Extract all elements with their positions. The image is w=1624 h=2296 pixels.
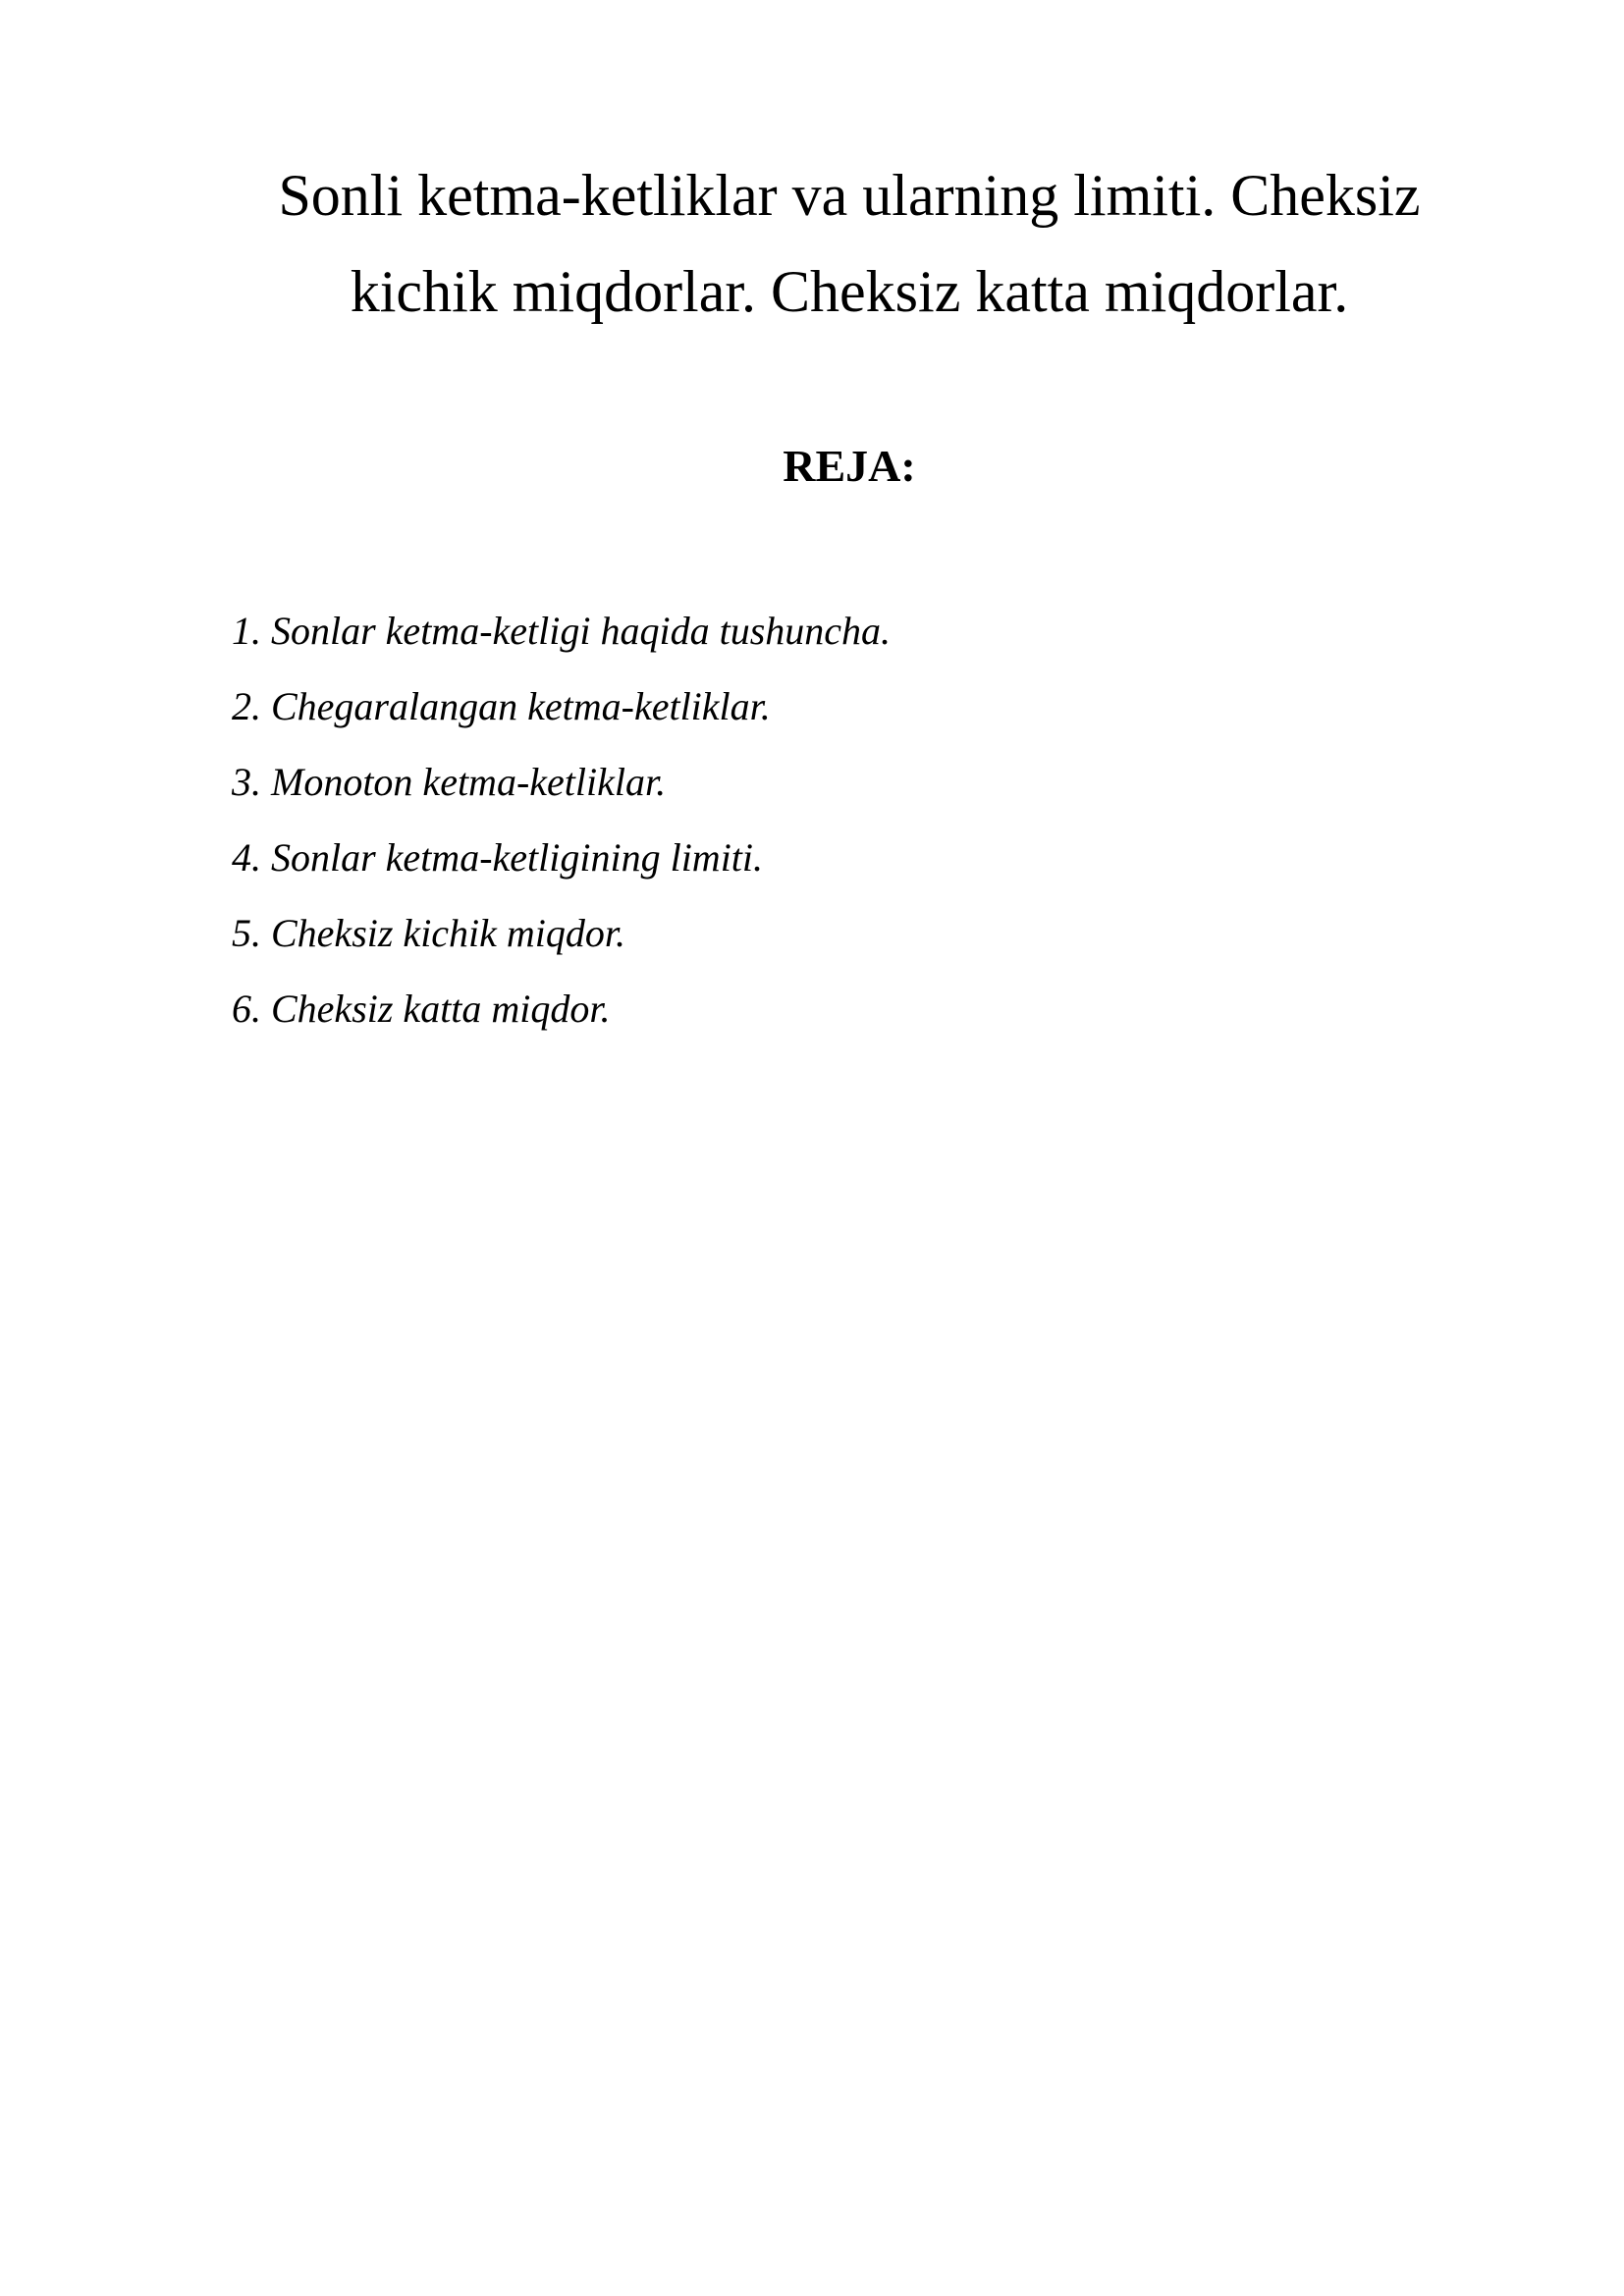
plan-item: 4. Sonlar ketma-ketligining limiti. — [232, 835, 764, 880]
title-line-1: Sonli ketma-ketliklar va ularning limiti. Cheksiz — [278, 163, 1421, 228]
plan-item: 5. Cheksiz kichik miqdor. — [232, 911, 626, 955]
plan-item: 2. Chegaralangan ketma-ketliklar. — [232, 684, 771, 728]
document-title — [236, 147, 1463, 340]
plan-item: 6. Cheksiz katta miqdor. — [232, 987, 611, 1031]
plan-heading: REJA: — [783, 441, 916, 491]
plan-item: 3. Monoton ketma-ketliklar. — [232, 760, 667, 804]
plan-item: 1. Sonlar ketma-ketligi haqida tushuncha. — [232, 609, 892, 653]
plan-list — [232, 593, 891, 1046]
title-line-2: kichik miqdorlar. Cheksiz katta miqdorlar. — [350, 259, 1349, 324]
